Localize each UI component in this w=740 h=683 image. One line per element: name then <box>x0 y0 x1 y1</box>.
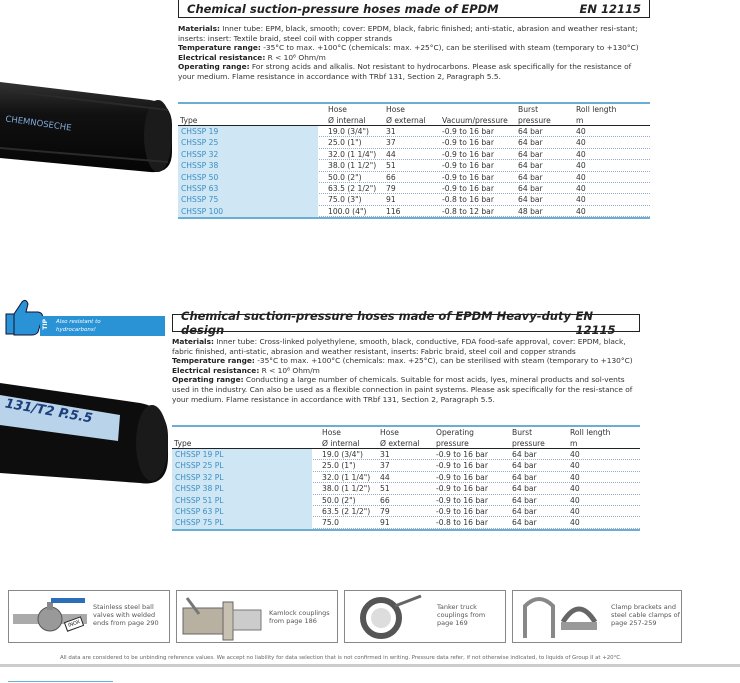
hose-image-1 <box>0 70 175 185</box>
footer-item-ball-valve-text: Stainless steel ball valves with welded ends from page 290 <box>93 603 159 627</box>
footer-item-kamlock-text: Kamlock couplings from page 186 <box>269 609 330 625</box>
table-cell: 40 <box>570 461 580 471</box>
bottom-divider <box>0 664 740 667</box>
disclaimer-note: All data are considered to be unbinding reference values. We accept no liability for data selection that is not confirmed in writing. Pressure data refer, if not otherwise indicated, to liquids of Group II at +20°C. <box>60 655 622 661</box>
table-row <box>178 194 650 205</box>
table-row <box>172 483 640 494</box>
table-row <box>172 449 640 460</box>
table-cell: 40 <box>576 172 586 182</box>
table-cell: -0.9 to 16 bar <box>436 506 488 516</box>
type-cell: CHSSP 63 PL <box>172 506 312 517</box>
table-cell: 40 <box>576 183 586 193</box>
table-cell: 40 <box>576 206 586 216</box>
footer-item-kamlock[interactable] <box>176 590 338 643</box>
table-cell: 64 bar <box>512 495 537 505</box>
section1-table-header: Type Hose Ø internal Hose Ø external Vacuum/pressure Burst pressure Roll length m <box>178 104 650 126</box>
type-cell: CHSSP 19 PL <box>172 449 312 460</box>
table-cell: -0.9 to 16 bar <box>442 161 494 171</box>
tip-box <box>40 316 165 336</box>
table-cell: -0.9 to 16 bar <box>442 183 494 193</box>
table-cell: 40 <box>576 149 586 159</box>
table-cell: -0.8 to 16 bar <box>442 195 494 205</box>
table-cell: 40 <box>576 127 586 136</box>
section2-rows <box>172 449 640 529</box>
table-cell: 75.0 (3") <box>328 195 362 205</box>
table-row <box>178 160 650 171</box>
table-row <box>178 206 650 217</box>
type-cell: CHSSP 100 <box>178 206 318 217</box>
table-cell: -0.8 to 16 bar <box>436 518 488 528</box>
type-cell: CHSSP 51 PL <box>172 495 312 506</box>
type-cell: CHSSP 38 <box>178 160 318 171</box>
type-cell: CHSSP 75 <box>178 194 318 205</box>
table-cell: 40 <box>576 138 586 148</box>
table-row <box>172 517 640 528</box>
table-cell: 19.0 (3/4") <box>328 127 369 136</box>
table-cell: 40 <box>570 450 580 459</box>
table-row <box>172 472 640 483</box>
table-cell: 91 <box>380 518 390 528</box>
table-cell: 116 <box>386 206 401 216</box>
table-cell: 66 <box>386 172 396 182</box>
table-cell: 63.5 (2 1/2") <box>322 506 371 516</box>
table-cell: 44 <box>386 149 396 159</box>
table-cell: 40 <box>570 472 580 482</box>
table-cell: 44 <box>380 472 390 482</box>
table-cell: 37 <box>380 461 390 471</box>
section2-description: Materials: Inner tube: Cross-linked polyethylene, smooth, black, conductive, FDA food-safe approval, cover: EPDM, black, fabric finished, anti-static, abrasion and weather resistant, inserts: Fabric braid, steel coil and copper strands Temperature range: -35°C to max. +100°C (chemicals: max. +25°C), can be sterilised with steam (temporary to +130°C) Electrical resistance: R < 10⁶ Ohm/m Operating range: Conducting a large number of chemicals. Suitable for most acids, lyes, mineral products and sol-vents used in the industry. Can also be used as a flexible connection in paint systems. Please ask specifically for the resi-stance of your medium. Flame resistance in accordance with TRbf 131, Section 2, Paragraph 5.5. <box>172 337 633 404</box>
table-cell: 50.0 (2") <box>322 495 356 505</box>
table-cell: 31 <box>386 127 396 136</box>
table-cell: -0.9 to 16 bar <box>442 127 494 136</box>
type-cell: CHSSP 38 PL <box>172 483 312 494</box>
table-cell: 40 <box>570 484 580 494</box>
section1-table <box>178 102 650 219</box>
table-cell: 40 <box>570 495 580 505</box>
table-cell: 32.0 (1 1/4") <box>328 149 377 159</box>
table-row <box>172 495 640 506</box>
table-cell: 40 <box>576 195 586 205</box>
clamp-bracket-icon <box>515 592 605 642</box>
table-cell: 19.0 (3/4") <box>322 450 363 459</box>
type-cell: CHSSP 32 PL <box>172 472 312 483</box>
table-row <box>178 137 650 148</box>
table-row <box>172 460 640 471</box>
footer-item-ball-valve[interactable] <box>8 590 170 643</box>
section2-title-bar <box>172 309 640 337</box>
table-cell: 75.0 <box>322 518 339 528</box>
table-cell: -0.9 to 16 bar <box>442 172 494 182</box>
table-cell: 64 bar <box>518 195 543 205</box>
table-cell: 51 <box>380 484 390 494</box>
table-cell: 100.0 (4") <box>328 206 367 216</box>
table-cell: 79 <box>386 183 396 193</box>
tip-label: TIP <box>42 319 49 330</box>
footer-item-tanker-truck-text: Tanker truck couplings from page 169 <box>437 603 486 627</box>
type-cell: CHSSP 63 <box>178 183 318 194</box>
table-cell: 64 bar <box>512 518 537 528</box>
table-cell: 64 bar <box>512 450 537 459</box>
table-cell: 63.5 (2 1/2") <box>328 183 377 193</box>
table-cell: 64 bar <box>512 506 537 516</box>
table-cell: 40 <box>570 506 580 516</box>
table-cell: 64 bar <box>518 149 543 159</box>
table-cell: 79 <box>380 506 390 516</box>
section2-standard: EN 12115 <box>575 309 616 337</box>
table-cell: -0.9 to 16 bar <box>436 450 488 459</box>
footer-item-clamps[interactable] <box>512 590 682 643</box>
table-cell: 40 <box>576 161 586 171</box>
section2-table-header: Type Hose Ø internal Hose Ø external Operating pressure Burst pressure Roll length m <box>172 427 640 449</box>
table-cell: -0.8 to 12 bar <box>442 206 494 216</box>
table-cell: 32.0 (1 1/4") <box>322 472 371 482</box>
tip-banner <box>0 296 165 338</box>
kamlock-coupling-icon <box>179 592 265 642</box>
table-cell: 64 bar <box>512 484 537 494</box>
table-cell: 51 <box>386 161 396 171</box>
table-row <box>178 172 650 183</box>
type-cell: CHSSP 75 PL <box>172 517 312 528</box>
table-row <box>178 183 650 194</box>
footer-item-clamps-text: Clamp brackets and steel cable clamps of page 257-259 <box>611 603 680 627</box>
table-cell: 64 bar <box>518 183 543 193</box>
table-cell: 64 bar <box>512 472 537 482</box>
table-cell: -0.9 to 16 bar <box>442 149 494 159</box>
table-cell: 31 <box>380 450 390 459</box>
section1-standard: EN 12115 <box>579 1 641 16</box>
table-cell: 25.0 (1") <box>328 138 362 148</box>
type-cell: CHSSP 25 PL <box>172 460 312 471</box>
section2-table <box>172 425 640 531</box>
table-cell: 64 bar <box>512 461 537 471</box>
section1-rows <box>178 126 650 217</box>
table-cell: -0.9 to 16 bar <box>436 484 488 494</box>
table-cell: -0.9 to 16 bar <box>436 472 488 482</box>
table-cell: 38.0 (1 1/2") <box>322 484 371 494</box>
type-cell: CHSSP 32 <box>178 149 318 160</box>
type-cell: CHSSP 25 <box>178 137 318 148</box>
section1-description: Materials: Inner tube: EPM, black, smooth; cover: EPDM, black, fabric finished; anti-static, abrasion and weather resi-stant; inserts: insert: Textile braid, steel coil with copper strands Temperature range: -35°C to max. +100°C (chemicals: max. +25°C), can be sterilised with steam (temporary to +130°C) Electrical resistance: R < 10⁶ Ohm/m Operating range: For strong acids and alkalis. Not resistant to hydrocarbons. Please ask specifically for the resistance of your medium. Flame resistance in accordance with TRbf 131, Section 2, Paragraph 5.5. <box>178 24 639 81</box>
table-cell: 66 <box>380 495 390 505</box>
hose-print-2: 131/T2 P.5.5 <box>3 396 94 427</box>
type-cell: CHSSP 19 <box>178 126 318 137</box>
table-cell: 38.0 (1 1/2") <box>328 161 377 171</box>
table-cell: 48 bar <box>518 206 543 216</box>
table-cell: 64 bar <box>518 138 543 148</box>
table-cell: 40 <box>570 518 580 528</box>
table-cell: -0.9 to 16 bar <box>436 495 488 505</box>
type-cell: CHSSP 50 <box>178 172 318 183</box>
tanker-coupling-icon <box>347 592 427 642</box>
page-marker <box>8 681 113 682</box>
section2-title: Chemical suction-pressure hoses made of EPDM Heavy-duty design <box>181 309 571 337</box>
table-cell: 91 <box>386 195 396 205</box>
inox-badge: INOX <box>64 616 85 632</box>
section1-title: Chemical suction-pressure hoses made of EPDM <box>187 1 499 16</box>
hose-image-2 <box>0 375 172 495</box>
table-row <box>178 126 650 137</box>
table-row <box>172 506 640 517</box>
table-cell: 64 bar <box>518 127 543 136</box>
table-row <box>178 149 650 160</box>
tip-line2: hydrocarbons! <box>56 327 96 333</box>
hose-print-1: CHEMNOSECHE <box>4 114 72 134</box>
table-cell: -0.9 to 16 bar <box>436 461 488 471</box>
table-cell: 37 <box>386 138 396 148</box>
footer-item-tanker-truck[interactable] <box>344 590 506 643</box>
table-cell: 50.0 (2") <box>328 172 362 182</box>
table-cell: -0.9 to 16 bar <box>442 138 494 148</box>
table-cell: 64 bar <box>518 172 543 182</box>
section1-title-bar <box>178 0 650 18</box>
tip-line1: Also resistant to <box>56 319 101 325</box>
table-cell: 64 bar <box>518 161 543 171</box>
table-cell: 25.0 (1") <box>322 461 356 471</box>
